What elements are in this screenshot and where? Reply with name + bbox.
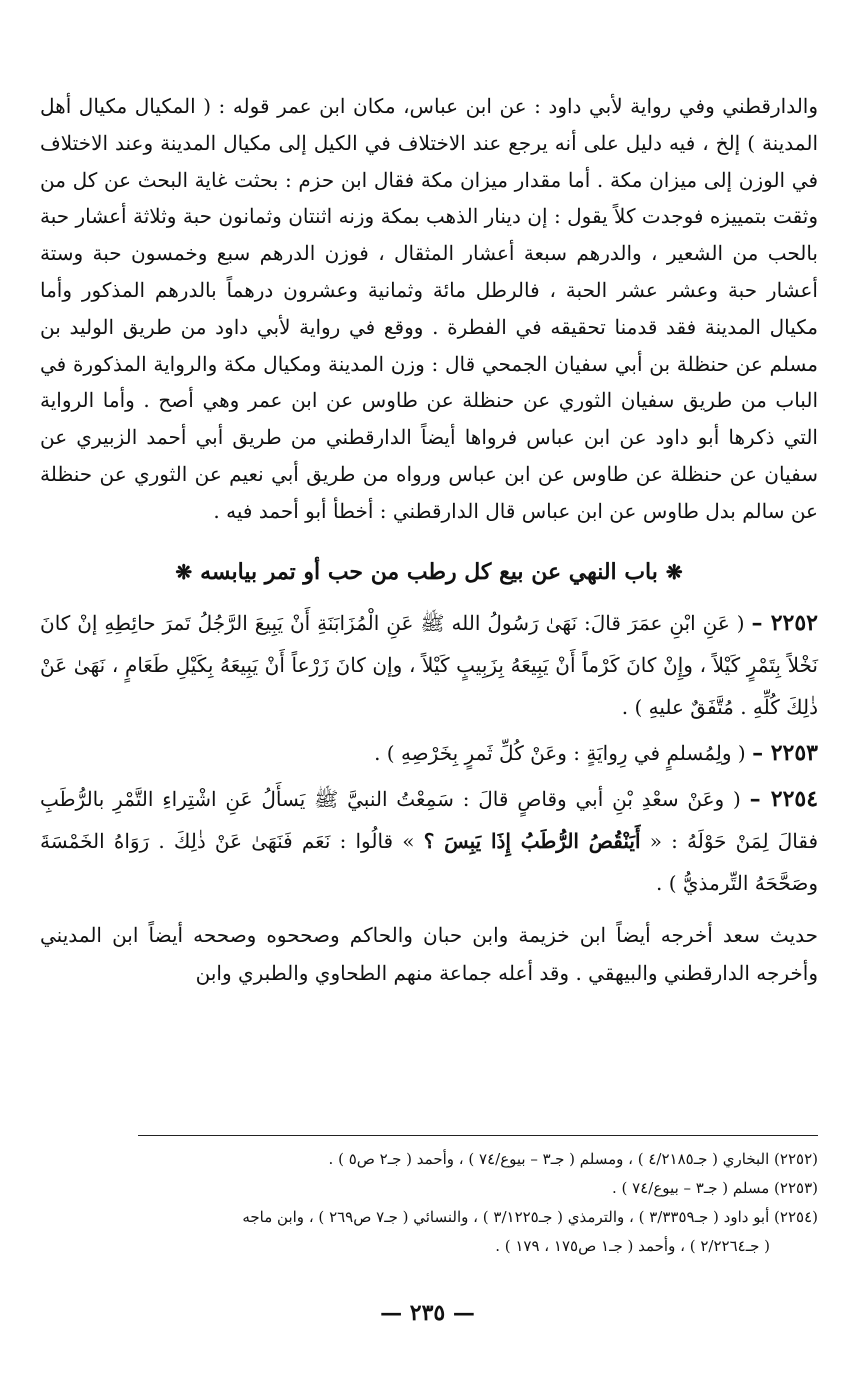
star-ornament-icon: ❋ <box>665 559 683 584</box>
hadith-text: ( وعَنْ سعْدِ بْنِ أبي وقاصٍ قالَ : سَمِعْتُ النبيَّ ﷺ يَسأَلُ عَنِ اشْتِراءِ التَّمْرِ بالرُّطَبِ فقالَ لِمَنْ حَوْلَهُ : « <box>40 786 819 853</box>
hadith-text: ( ولِمُسلمٍ في رِوايَةٍ : وعَنْ كُلِّ ثَمرٍ بِخَرْصِهِ ) . <box>374 740 746 765</box>
footnote-2254-continued: ( جـ٢/٢٢٦٤ ) ، وأحمد ( جـ١ ص١٧٥ ، ١٧٩ ) . <box>495 1237 770 1255</box>
footnote-divider <box>138 1135 818 1136</box>
footnote-2252: (٢٢٥٢) البخاري ( جـ٤/٢١٨٥ ) ، ومسلم ( جـ٣ – بيوع/٧٤ ) ، وأحمد ( جـ٢ ص٥ ) . <box>328 1150 818 1168</box>
hadith-2252 <box>40 602 818 728</box>
page-number: — ٢٣٥ — <box>380 1300 475 1326</box>
hadith-number: ٢٢٥٣ – <box>752 739 818 766</box>
hadith-text: ( عَنِ ابْنِ عمَرَ قالَ: نَهَىٰ رَسُولُ الله ﷺ عَنِ الْمُزَابَنَةِ أَنْ يَبِيعَ الرَّجُلُ تَمرَ حائِطِهِ إنْ كانَ نَخْلاً بِتَمْرٍ كَيْلاً ، وإِنْ كانَ كَرْماً أَنْ يَبِيعَهُ بِزَبِيبٍ كَيْلاً ، وإن كانَ زَرْعاً أَنْ يَبِيعَهُ بِكَيْلِ طَعَامٍ ، نَهَىٰ عَنْ ذٰلِكَ كُلِّهِ . مُتَّفَقٌ عليهِ ) . <box>40 610 818 719</box>
chapter-title: باب النهي عن بيع كل رطب من حب أو تمر بيابسه <box>200 558 658 585</box>
body-paragraph: والدارقطني وفي رواية لأبي داود : عن ابن عباس، مكان ابن عمر قوله : ( المكيال مكيال أهل المدينة ) إلخ ، فيه دليل على أنه يرجع عند الاختلاف في الكيل إلى مكيال المدينة وعند الاختلاف في الوزن إلى ميزان مكة . أما مقدار ميزان مكة فقال ابن حزم : بحثت غاية البحث عن كل من وثقت بتمييزه فوجدت كلاً يقول : إن دينار الذهب بمكة وزنه اثنتان وثمانون حبة وثلاثة أعشار حبة بالحب من الشعير ، والدرهم سبعة أعشار المثقال ، فوزن الدرهم سبع وخمسون حبة وستة أعشار حبة وعشر عشر الحبة ، فالرطل مائة وثمانية وعشرون درهماً بالدرهم المذكور وأما مكيال المدينة فقد قدمنا تحقيقه في الفطرة . ووقع في رواية لأبي داود من طريق الوليد بن مسلم عن حنظلة بن أبي سفيان الجمحي قال : وزن المدينة ومكيال مكة والرواية المذكورة في الباب من طريق سفيان الثوري عن حنظلة عن طاوس عن ابن عمر وهي أصح . وأما الرواية التي ذكرها أبو داود عن ابن عباس فرواها أيضاً الدارقطني من طريق أبي أحمد الزبيري عن سفيان عن حنظلة عن طاوس عن ابن عباس ورواه من طريق أبي نعيم عن الثوري عن حنظلة عن سالم بدل طاوس عن ابن عباس قال الدارقطني : أخطأ أبو أحمد فيه . <box>40 94 819 523</box>
footnote-2254: (٢٢٥٤) أبو داود ( جـ٣/٣٣٥٩ ) ، والترمذي ( جـ٣/١٢٢٥ ) ، والنسائي ( جـ٧ ص٢٦٩ ) ، وابن ماجه <box>242 1208 818 1226</box>
star-ornament-icon: ❋ <box>175 559 193 584</box>
footnotes <box>40 1145 818 1261</box>
hadith-2254 <box>40 778 818 904</box>
footnote-2253: (٢٢٥٣) مسلم ( جـ٣ – بيوع/٧٤ ) . <box>612 1179 818 1197</box>
hadith-text: » قالُوا : نَعَم فَنَهَىٰ عَنْ ذٰلِكَ . رَوَاهُ الخَمْسَةَ وصَحَّحَهُ التِّرمذيُّ ) . <box>40 828 818 895</box>
commentary-paragraph: حديث سعد أخرجه أيضاً ابن خزيمة وابن حبان والحاكم وصححوه وصححه أيضاً ابن المديني وأخرجه الدارقطني والبيهقي . وقد أعله جماعة منهم الطحاوي والطبري وابن <box>40 922 818 985</box>
hadith-quote: أَيَنْقُصُ الرُّطَبُ إِذَا يَبِسَ ؟ <box>423 828 641 853</box>
hadith-2253 <box>40 732 818 774</box>
page-body <box>40 88 818 992</box>
hadith-number: ٢٢٥٢ – <box>751 609 818 636</box>
hadith-number: ٢٢٥٤ – <box>749 785 819 812</box>
chapter-heading <box>40 552 818 592</box>
